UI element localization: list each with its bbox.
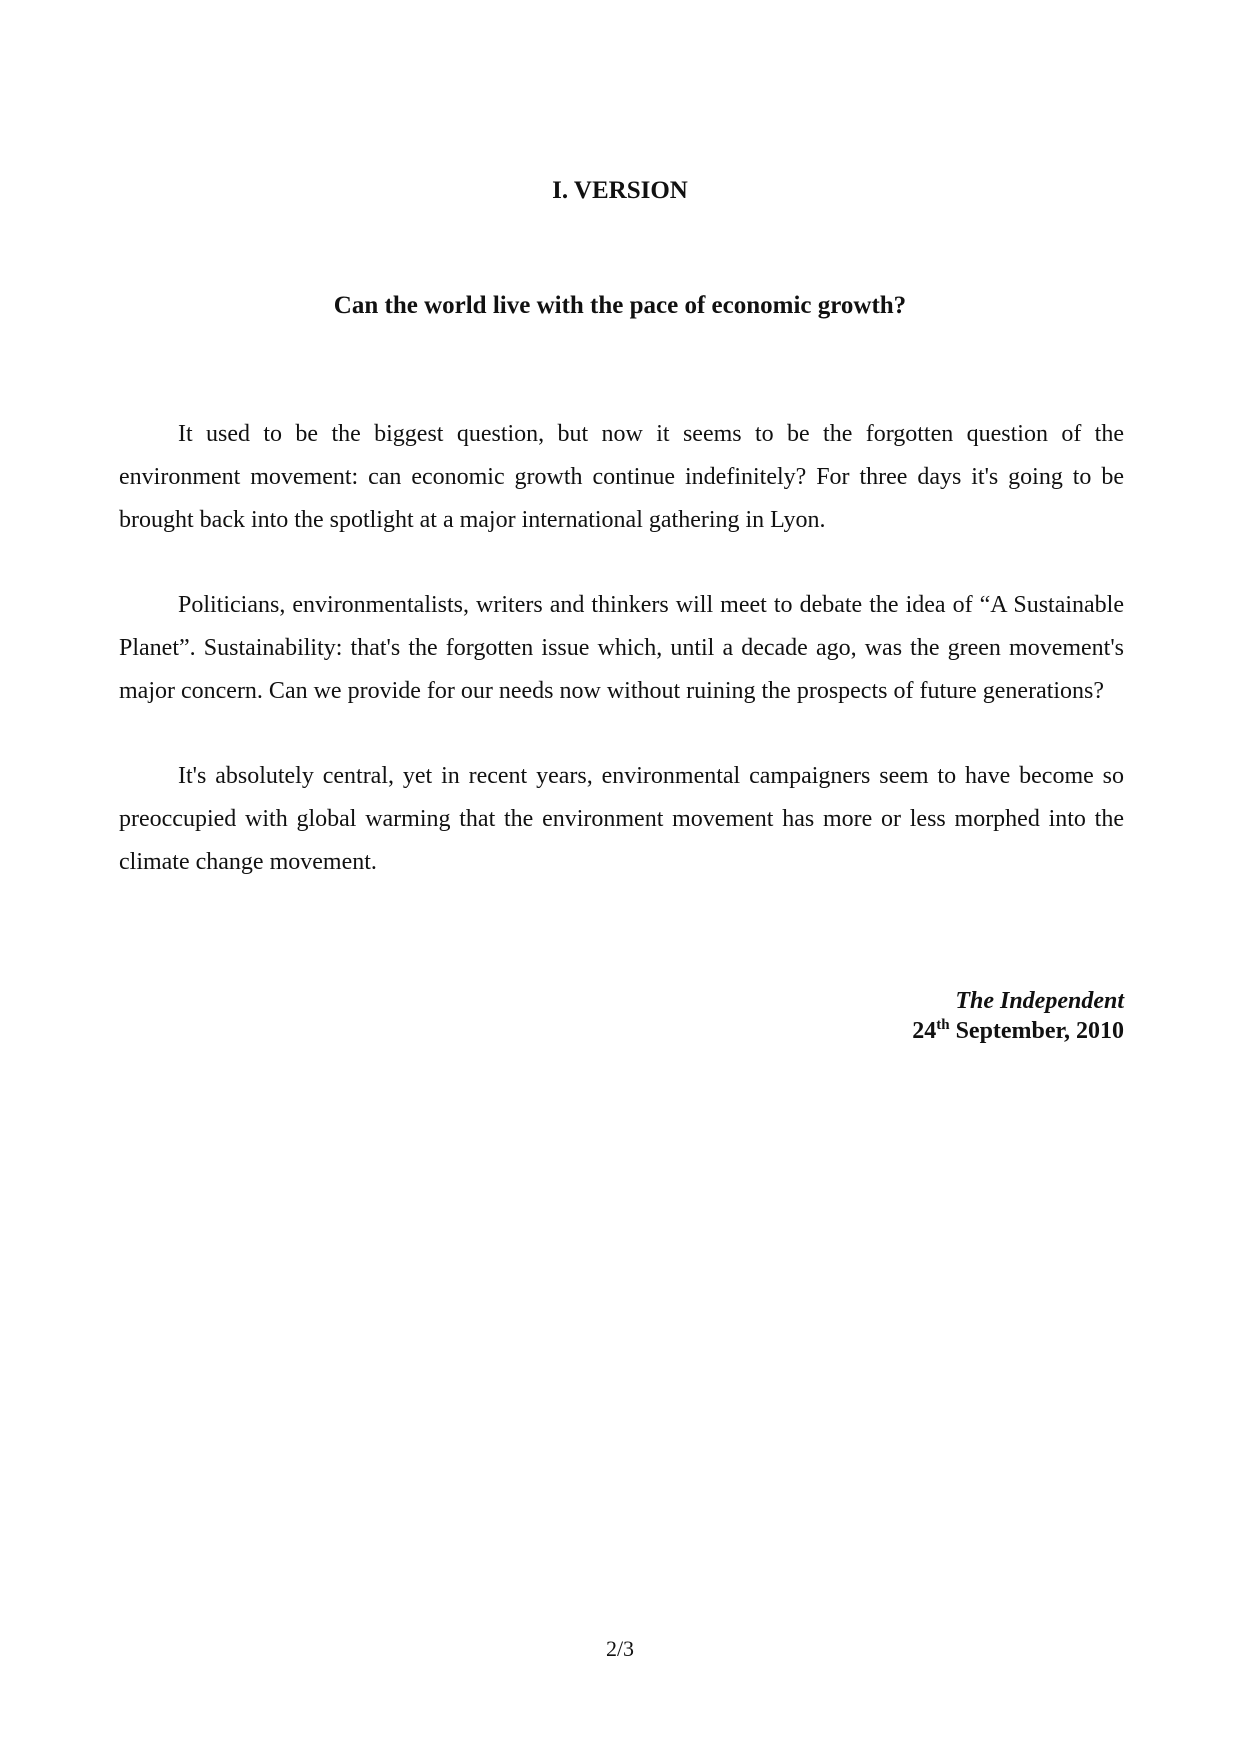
date-ordinal-suffix: th xyxy=(936,1017,950,1033)
article-body xyxy=(119,413,1124,926)
date-day: 24 xyxy=(912,1018,937,1044)
section-heading: I. VERSION xyxy=(552,177,688,204)
paragraph-1: It used to be the biggest question, but now it seems to be the forgotten question of the environment movement: can economic growth continue indefinitely? For three days it's going to be brought back into the spotlight at a major international gathering in Lyon. xyxy=(119,421,1124,533)
page-number: 2/3 xyxy=(605,1636,635,1661)
paragraph-2: Politicians, environmentalists, writers and thinkers will meet to debate the idea of “A Sustainable Planet”. Sustainability: that's the forgotten issue which, until a decade ago, was the green movement's major concern. Can we provide for our needs now without ruining the prospects of future generations? xyxy=(119,592,1124,704)
article-title: Can the world live with the pace of economic growth? xyxy=(333,292,907,319)
date-month-year: September, 2010 xyxy=(949,1018,1124,1044)
publication-source: The Independent xyxy=(955,988,1124,1014)
signature-block xyxy=(700,986,1124,1046)
publication-date xyxy=(700,1016,1124,1046)
paragraph-3: It's absolutely central, yet in recent years, environmental campaigners seem to have become so preoccupied with global warming that the environment movement has more or less morphed into the climate change movement. xyxy=(119,763,1124,875)
